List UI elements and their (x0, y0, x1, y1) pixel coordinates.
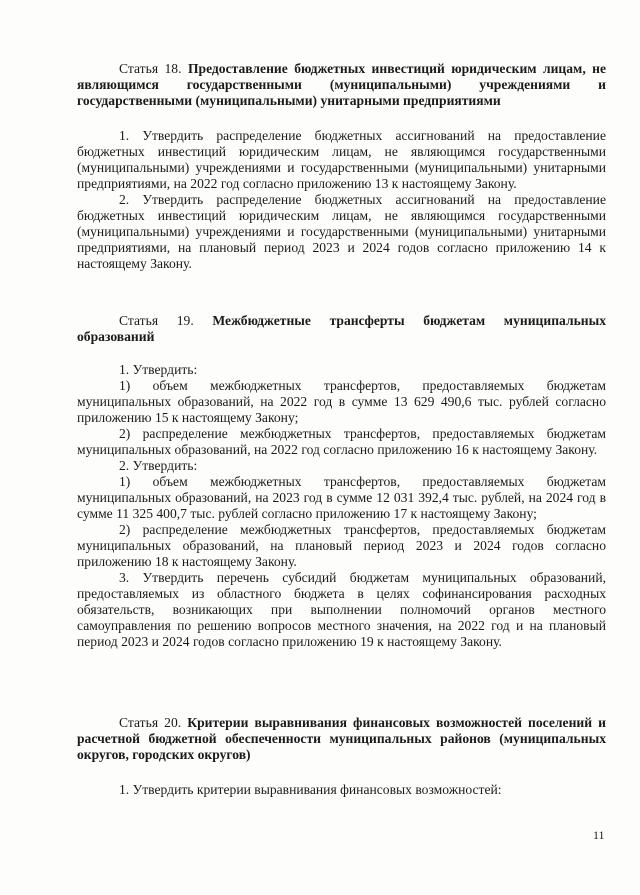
article-19-heading (77, 313, 606, 345)
article-20-heading (77, 715, 606, 763)
article-19-paragraph-1: 1. Утвердить: (119, 362, 198, 377)
article-18-label: Статья 18. (119, 61, 182, 76)
article-18-paragraph-1: 1. Утвердить распределение бюджетных ассигнований на предоставление бюджетных инвестиций юридическим лицам, не являющимся государственными (муниципальными) учреждениями и государственными (муниципальными) унитарными предприятиями, на 2022 год согласно приложению 13 к настоящему Закону. (77, 128, 606, 191)
article-18-paragraph-2: 2. Утвердить распределение бюджетных ассигнований на предоставление бюджетных инвестиций юридическим лицам, не являющимся государственными (муниципальными) учреждениями и государственными (муниципальными) унитарными предприятиями, на плановый период 2023 и 2024 годов согласно приложению 14 к настоящему Закону. (77, 192, 606, 271)
article-19-paragraph-3: 3. Утвердить перечень субсидий бюджетам муниципальных образований, предоставляемых из областного бюджета в целях софинансирования расходных обязательств, возникающих при выполнении полномочий органов местного самоуправления по решению вопросов местного значения, на 2022 год и на плановый период 2023 и 2024 годов согласно приложению 19 к настоящему Закону. (77, 570, 606, 649)
article-19-title: Межбюджетные трансферты бюджетам муниципальных образований (77, 313, 606, 344)
article-18-body (77, 128, 606, 272)
article-20-label: Статья 20. (119, 715, 182, 730)
article-19-label: Статья 19. (119, 313, 194, 328)
article-19-body (77, 362, 606, 650)
page-number: 11 (593, 828, 605, 842)
article-20-body (77, 782, 606, 798)
article-18-title: Предоставление бюджетных инвестиций юридическим лицам, не являющимся государственными (муниципальными) учреждениями и государственными (муниципальными) унитарными предприятиями (77, 61, 607, 108)
article-20-title: Критерии выравнивания финансовых возможностей поселений и расчетной бюджетной обеспеченности муниципальных районов (муниципальных округов, городских округов) (77, 715, 606, 762)
article-20-paragraph-1: 1. Утвердить критерии выравнивания финансовых возможностей: (119, 782, 502, 797)
article-19-item-2-2: 2) распределение межбюджетных трансфертов, предоставляемых бюджетам муниципальных образований, на плановый период 2023 и 2024 годов согласно приложению 18 к настоящему Закону. (77, 522, 606, 569)
article-19-item-2-1: 1) объем межбюджетных трансфертов, предоставляемых бюджетам муниципальных образований, на 2023 год в сумме 12 031 392,4 тыс. рублей, на 2024 год в сумме 11 325 400,7 тыс. рублей согласно приложению 17 к настоящему Закону; (77, 474, 606, 521)
article-19-paragraph-2: 2. Утвердить: (119, 458, 198, 473)
article-19-item-1-2: 2) распределение межбюджетных трансфертов, предоставляемых бюджетам муниципальных образований, на 2022 год согласно приложению 16 к настоящему Закону. (77, 426, 606, 457)
article-19-item-1-1: 1) объем межбюджетных трансфертов, предоставляемых бюджетам муниципальных образований, на 2022 год в сумме 13 629 490,6 тыс. рублей согласно приложению 15 к настоящему Закону; (77, 378, 606, 425)
article-18-heading (77, 61, 606, 109)
